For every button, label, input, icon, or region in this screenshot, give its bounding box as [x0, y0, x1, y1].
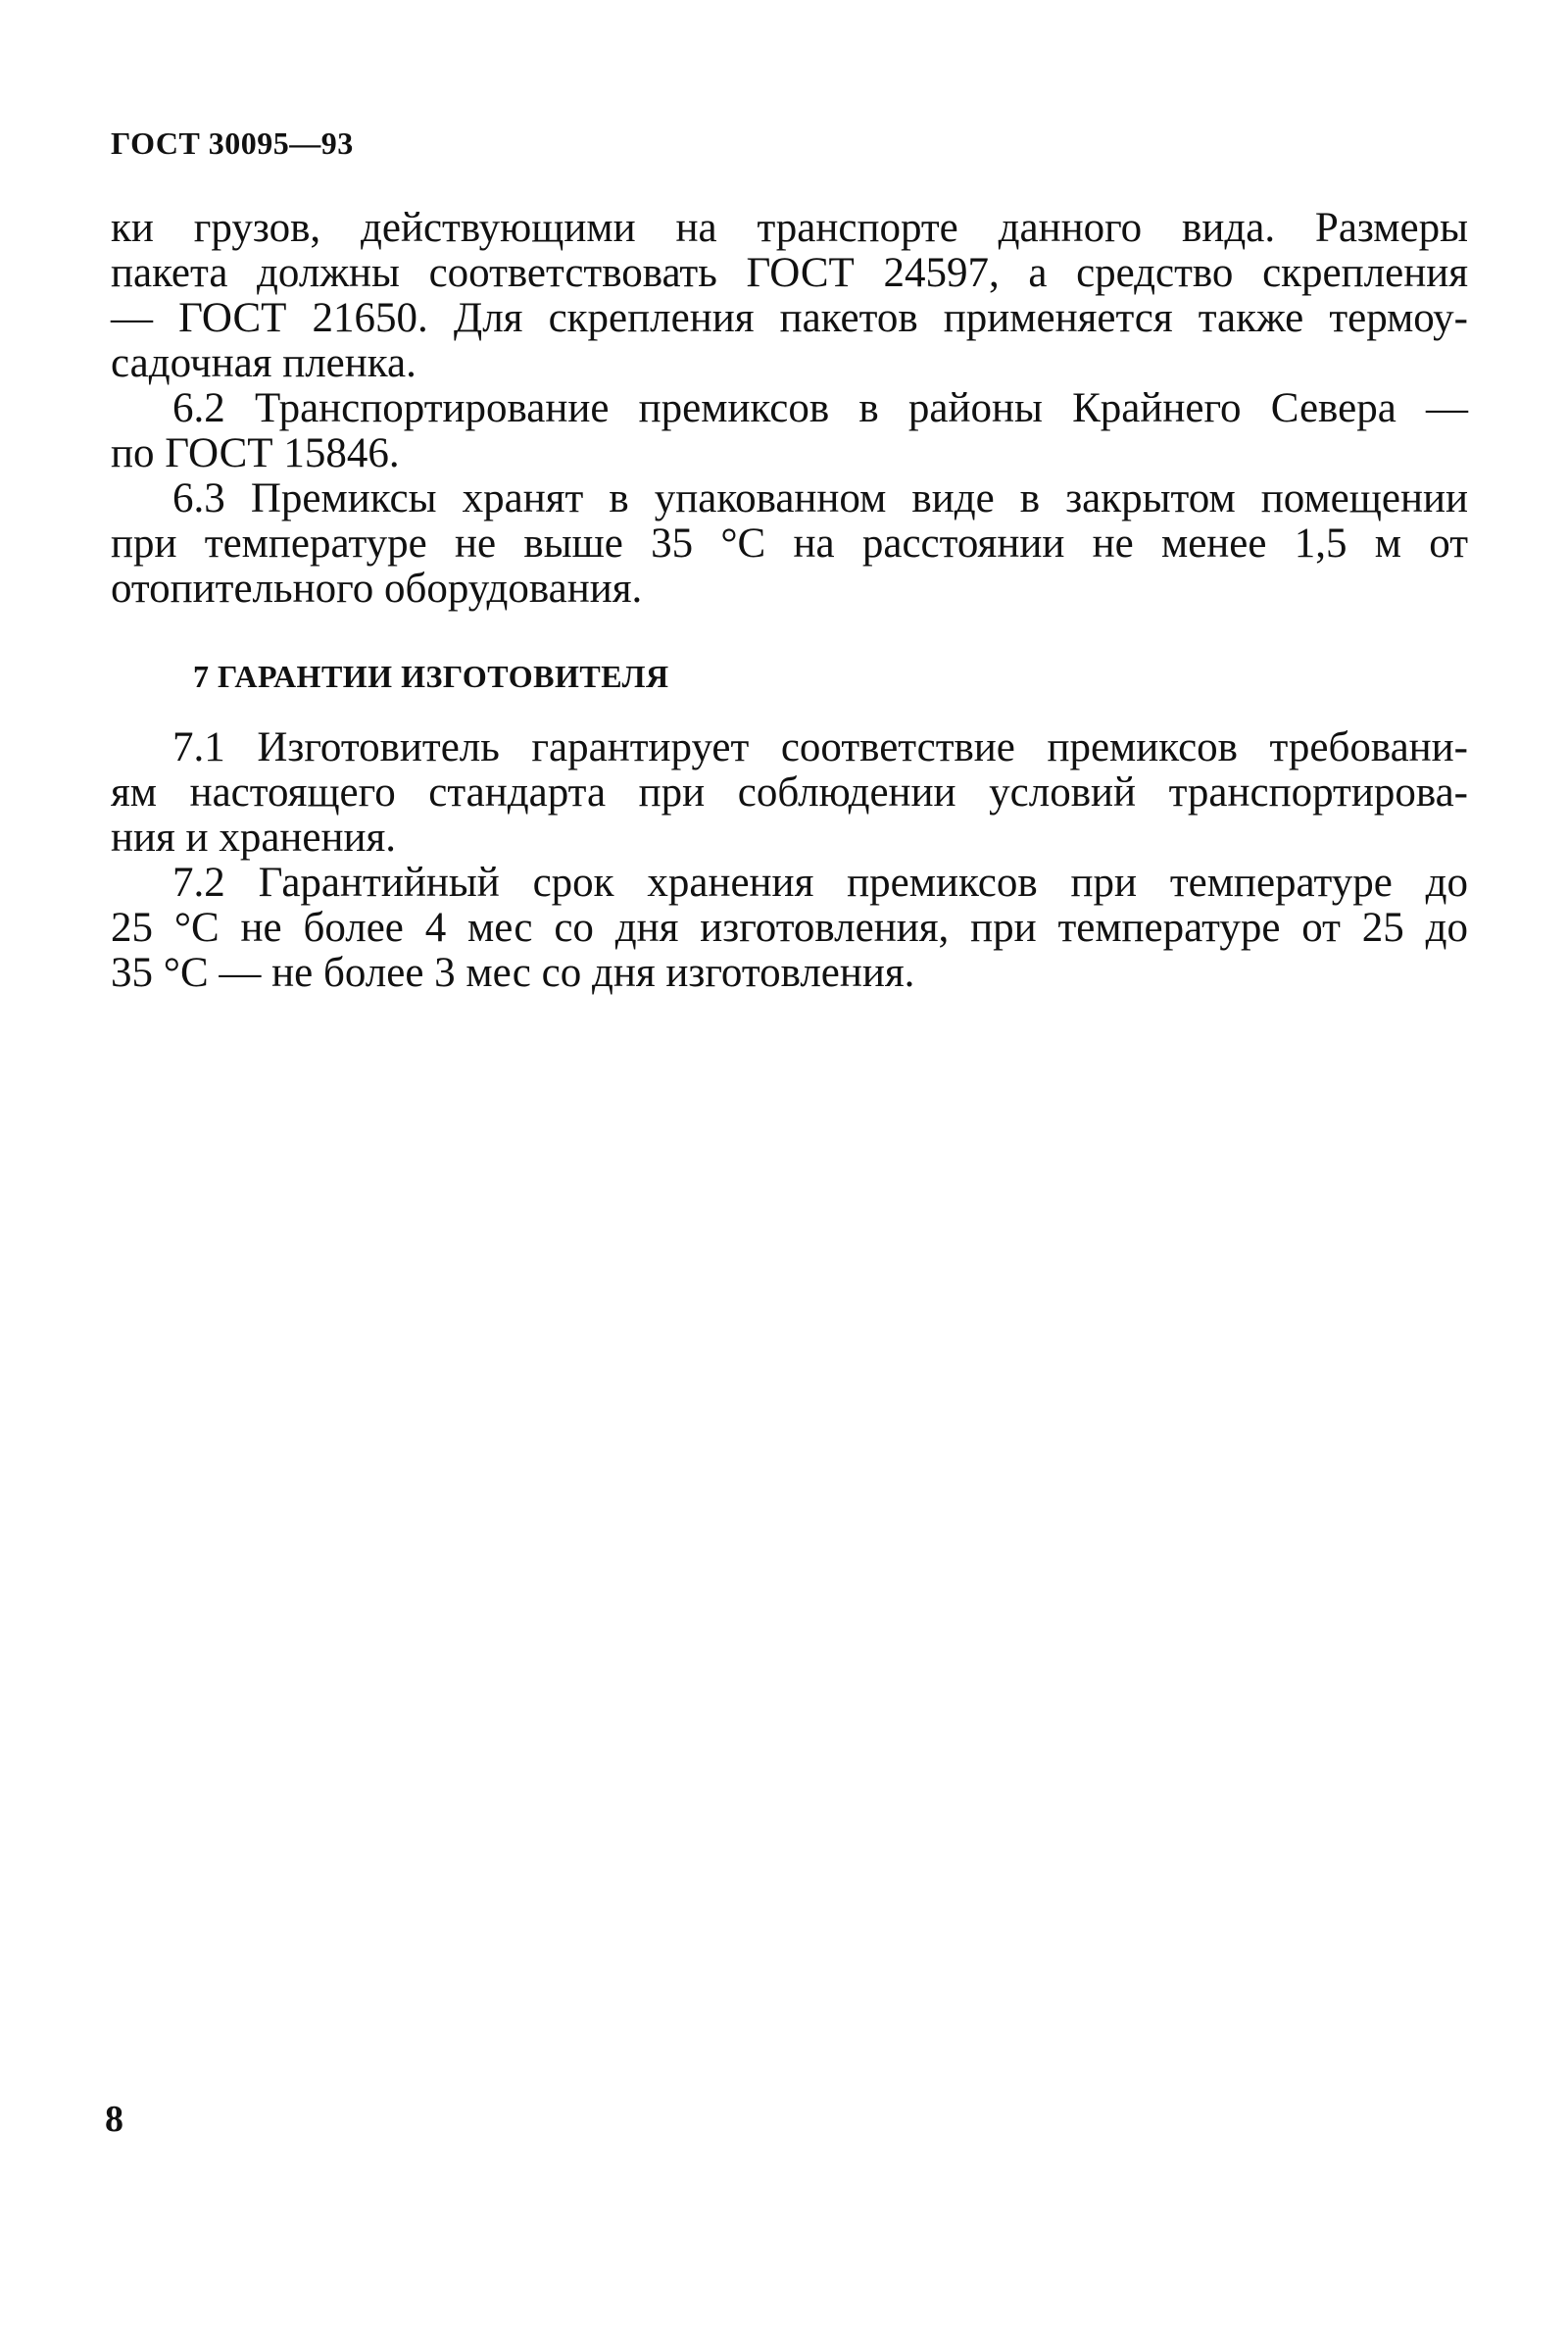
- paragraph-7-2-line: 25 °С не более 4 мес со дня изготовления, при температуре от 25 до: [111, 905, 1468, 951]
- paragraph-7-2-line: 7.2 Гарантийный срок хранения премиксов при температуре до: [172, 860, 1468, 906]
- section-7-heading: 7 ГАРАНТИИ ИЗГОТОВИТЕЛЯ: [193, 659, 669, 694]
- page-number: 8: [105, 2099, 123, 2140]
- section-6-text: [111, 206, 1468, 612]
- text-line: пакета должны соответствовать ГОСТ 24597, а средство скрепления: [111, 250, 1468, 296]
- standard-header: ГОСТ 30095—93: [111, 125, 354, 161]
- paragraph-6-2-line: по ГОСТ 15846.: [111, 430, 400, 476]
- paragraph-7-2-line: 35 °С — не более 3 мес со дня изготовления.: [111, 950, 915, 996]
- text-line: — ГОСТ 21650. Для скрепления пакетов применяется также термоу-: [111, 295, 1468, 341]
- paragraph-7-1-line: 7.1 Изготовитель гарантирует соответствие премиксов требовани-: [172, 724, 1468, 770]
- paragraph-7-1-line: ния и хранения.: [111, 815, 397, 861]
- section-7-text: [111, 725, 1468, 996]
- text-line: ки грузов, действующими на транспорте данного вида. Размеры: [111, 205, 1468, 251]
- paragraph-7-1-line: ям настоящего стандарта при соблюдении условий транспортирова-: [111, 769, 1468, 816]
- text-line: садочная пленка.: [111, 340, 416, 386]
- paragraph-6-3-line: при температуре не выше 35 °С на расстоянии не менее 1,5 м от: [111, 521, 1468, 567]
- paragraph-6-2-line: 6.2 Транспортирование премиксов в районы Крайнего Севера —: [172, 385, 1468, 431]
- paragraph-6-3-line: 6.3 Премиксы хранят в упакованном виде в закрытом помещении: [172, 475, 1468, 521]
- paragraph-6-3-line: отопительного оборудования.: [111, 566, 643, 612]
